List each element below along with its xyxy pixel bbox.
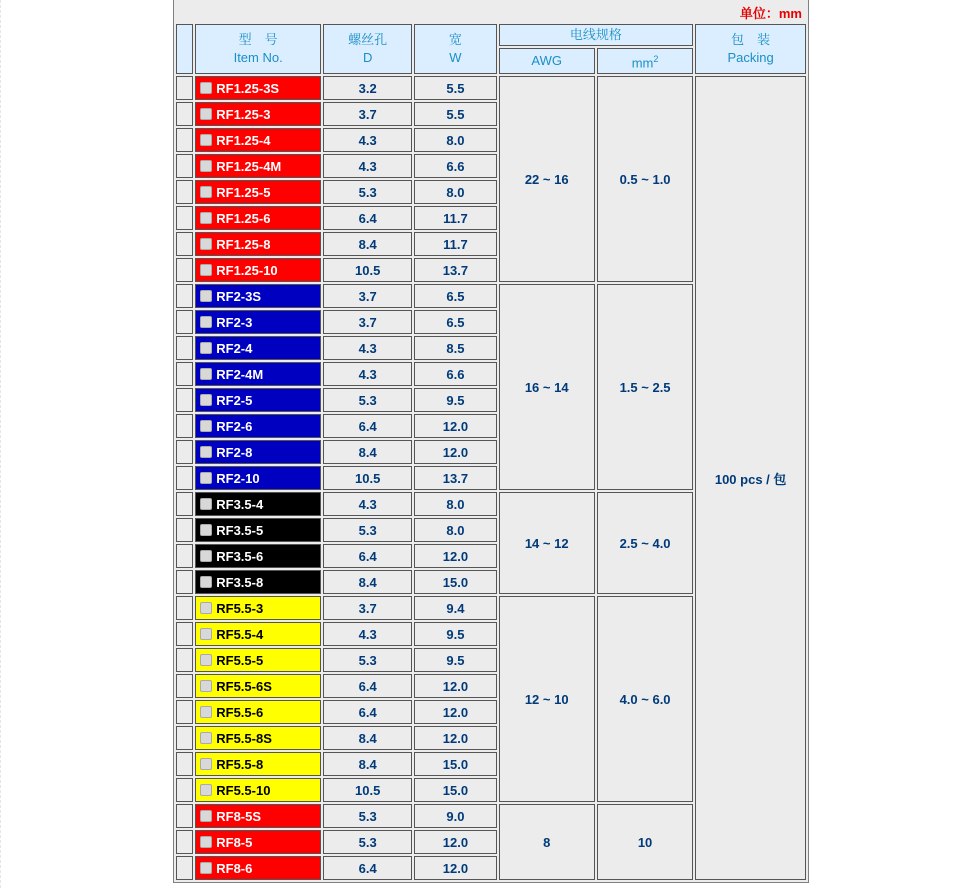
- item-cell[interactable]: [195, 128, 321, 152]
- screw-hole-value: 5.3: [323, 830, 412, 854]
- width-value: 11.7: [414, 206, 496, 230]
- row-select-cell: [176, 76, 193, 100]
- width-value: 6.5: [414, 284, 496, 308]
- item-cell[interactable]: [195, 752, 321, 776]
- width-value: 12.0: [414, 440, 496, 464]
- item-number: RF5.5-6: [216, 704, 264, 720]
- width-value: 15.0: [414, 778, 496, 802]
- screw-hole-value: 6.4: [323, 674, 412, 698]
- screw-hole-value: 6.4: [323, 856, 412, 880]
- row-select-cell: [176, 492, 193, 516]
- page-edge: [0, 0, 3, 888]
- item-cell[interactable]: [195, 596, 321, 620]
- item-checkbox[interactable]: [200, 836, 212, 848]
- row-select-cell: [176, 466, 193, 490]
- screw-hole-value: 3.7: [323, 102, 412, 126]
- packing-value: 100 pcs / 包: [695, 76, 806, 880]
- item-cell[interactable]: [195, 570, 321, 594]
- spec-table: [173, 0, 809, 883]
- width-value: 12.0: [414, 544, 496, 568]
- width-value: 9.4: [414, 596, 496, 620]
- row-select-cell: [176, 856, 193, 880]
- row-select-cell: [176, 752, 193, 776]
- item-checkbox[interactable]: [200, 160, 212, 172]
- item-cell[interactable]: [195, 310, 321, 334]
- row-select-cell: [176, 388, 193, 412]
- screw-hole-value: 5.3: [323, 180, 412, 204]
- screw-hole-value: 3.7: [323, 284, 412, 308]
- awg-value: 22 ~ 16: [499, 76, 595, 282]
- item-checkbox[interactable]: [200, 550, 212, 562]
- width-value: 8.0: [414, 492, 496, 516]
- item-cell[interactable]: [195, 856, 321, 880]
- item-checkbox[interactable]: [200, 654, 212, 666]
- screw-hole-value: 6.4: [323, 206, 412, 230]
- screw-hole-value: 4.3: [323, 622, 412, 646]
- row-select-cell: [176, 258, 193, 282]
- header-item-cn: 型 号: [238, 32, 278, 47]
- item-cell[interactable]: [195, 76, 321, 100]
- item-number: RF2-4M: [216, 366, 264, 382]
- screw-hole-value: 6.4: [323, 700, 412, 724]
- item-number: RF5.5-4: [216, 626, 264, 642]
- width-value: 12.0: [414, 674, 496, 698]
- item-cell[interactable]: [195, 414, 321, 438]
- item-number: RF2-3S: [216, 288, 262, 304]
- row-select-cell: [176, 830, 193, 854]
- item-number: RF5.5-5: [216, 652, 264, 668]
- screw-hole-value: 5.3: [323, 518, 412, 542]
- item-number: RF8-5: [216, 834, 253, 850]
- width-value: 12.0: [414, 856, 496, 880]
- item-checkbox[interactable]: [200, 576, 212, 588]
- item-cell[interactable]: [195, 492, 321, 516]
- width-value: 12.0: [414, 700, 496, 724]
- item-number: RF1.25-5: [216, 184, 271, 200]
- screw-hole-value: 5.3: [323, 804, 412, 828]
- item-number: RF1.25-10: [216, 262, 278, 278]
- item-cell[interactable]: [195, 258, 321, 282]
- header-row: [176, 24, 806, 46]
- row-select-cell: [176, 700, 193, 724]
- item-number: RF2-6: [216, 418, 253, 434]
- item-number: RF2-5: [216, 392, 253, 408]
- awg-value: 16 ~ 14: [499, 284, 595, 490]
- width-value: 12.0: [414, 414, 496, 438]
- row-select-cell: [176, 128, 193, 152]
- item-cell[interactable]: [195, 180, 321, 204]
- width-value: 9.5: [414, 648, 496, 672]
- item-number: RF1.25-4: [216, 132, 271, 148]
- item-checkbox[interactable]: [200, 732, 212, 744]
- screw-hole-value: 8.4: [323, 726, 412, 750]
- row-select-cell: [176, 570, 193, 594]
- item-cell[interactable]: [195, 544, 321, 568]
- width-value: 8.0: [414, 518, 496, 542]
- row-select-cell: [176, 596, 193, 620]
- item-number: RF1.25-8: [216, 236, 271, 252]
- header-item-en: Item No.: [233, 50, 283, 65]
- item-checkbox[interactable]: [200, 264, 212, 276]
- unit-label: 单位：mm: [739, 6, 802, 21]
- item-checkbox[interactable]: [200, 134, 212, 146]
- item-number: RF1.25-6: [216, 210, 271, 226]
- width-value: 5.5: [414, 76, 496, 100]
- width-value: 15.0: [414, 752, 496, 776]
- item-checkbox[interactable]: [200, 290, 212, 302]
- item-cell[interactable]: [195, 284, 321, 308]
- header-packing: [695, 24, 806, 74]
- item-number: RF5.5-6S: [216, 678, 272, 694]
- screw-hole-value: 4.3: [323, 492, 412, 516]
- width-value: 9.5: [414, 388, 496, 412]
- row-select-cell: [176, 674, 193, 698]
- width-value: 6.6: [414, 362, 496, 386]
- item-checkbox[interactable]: [200, 212, 212, 224]
- row-select-cell: [176, 310, 193, 334]
- screw-hole-value: 6.4: [323, 414, 412, 438]
- item-checkbox[interactable]: [200, 498, 212, 510]
- screw-hole-value: 4.3: [323, 336, 412, 360]
- item-checkbox[interactable]: [200, 602, 212, 614]
- unit-row: [176, 1, 806, 22]
- width-value: 8.0: [414, 128, 496, 152]
- item-number: RF2-4: [216, 340, 253, 356]
- item-number: RF3.5-4: [216, 496, 264, 512]
- item-number: RF2-10: [216, 470, 260, 486]
- item-checkbox[interactable]: [200, 108, 212, 120]
- screw-hole-value: 5.3: [323, 648, 412, 672]
- screw-hole-value: 4.3: [323, 362, 412, 386]
- item-number: RF5.5-3: [216, 600, 264, 616]
- row-select-cell: [176, 544, 193, 568]
- item-cell[interactable]: [195, 674, 321, 698]
- item-checkbox[interactable]: [200, 862, 212, 874]
- row-select-cell: [176, 726, 193, 750]
- item-cell[interactable]: [195, 440, 321, 464]
- mm2-value: 0.5 ~ 1.0: [597, 76, 693, 282]
- item-cell[interactable]: [195, 700, 321, 724]
- screw-hole-value: 4.3: [323, 154, 412, 178]
- header-awg: AWG: [499, 48, 595, 74]
- row-select-cell: [176, 414, 193, 438]
- row-select-cell: [176, 362, 193, 386]
- item-cell[interactable]: [195, 830, 321, 854]
- width-value: 6.5: [414, 310, 496, 334]
- row-select-cell: [176, 232, 193, 256]
- screw-hole-value: 4.3: [323, 128, 412, 152]
- item-checkbox[interactable]: [200, 680, 212, 692]
- header-width: [414, 24, 496, 74]
- width-value: 9.0: [414, 804, 496, 828]
- item-number: RF3.5-5: [216, 522, 264, 538]
- header-w-en: W: [449, 50, 462, 65]
- mm2-value: 1.5 ~ 2.5: [597, 284, 693, 490]
- item-checkbox[interactable]: [200, 706, 212, 718]
- screw-hole-value: 3.2: [323, 76, 412, 100]
- screw-hole-value: 10.5: [323, 258, 412, 282]
- header-select-column: [176, 24, 193, 74]
- width-value: 11.7: [414, 232, 496, 256]
- item-checkbox[interactable]: [200, 472, 212, 484]
- row-select-cell: [176, 180, 193, 204]
- item-cell[interactable]: [195, 778, 321, 802]
- header-w-cn: 宽: [448, 32, 462, 47]
- item-number: RF8-5S: [216, 808, 262, 824]
- width-value: 13.7: [414, 466, 496, 490]
- screw-hole-value: 5.3: [323, 388, 412, 412]
- mm2-value: 4.0 ~ 6.0: [597, 596, 693, 802]
- header-wire-spec: 电线规格: [499, 24, 694, 46]
- screw-hole-value: 8.4: [323, 440, 412, 464]
- screw-hole-value: 8.4: [323, 570, 412, 594]
- item-cell[interactable]: [195, 622, 321, 646]
- item-cell[interactable]: [195, 362, 321, 386]
- row-select-cell: [176, 648, 193, 672]
- screw-hole-value: 6.4: [323, 544, 412, 568]
- mm2-value: 10: [597, 804, 693, 880]
- header-d-cn: 螺丝孔: [348, 32, 388, 47]
- item-number: RF5.5-10: [216, 782, 271, 798]
- item-checkbox[interactable]: [200, 394, 212, 406]
- width-value: 12.0: [414, 726, 496, 750]
- item-checkbox[interactable]: [200, 82, 212, 94]
- row-select-cell: [176, 154, 193, 178]
- row-select-cell: [176, 206, 193, 230]
- header-pack-en: Packing: [727, 50, 774, 65]
- screw-hole-value: 10.5: [323, 466, 412, 490]
- item-cell[interactable]: [195, 726, 321, 750]
- item-cell[interactable]: [195, 804, 321, 828]
- item-cell[interactable]: [195, 388, 321, 412]
- row-select-cell: [176, 622, 193, 646]
- width-value: 5.5: [414, 102, 496, 126]
- header-d-en: D: [362, 50, 373, 65]
- width-value: 15.0: [414, 570, 496, 594]
- item-number: RF5.5-8: [216, 756, 264, 772]
- row-select-cell: [176, 804, 193, 828]
- width-value: 6.6: [414, 154, 496, 178]
- row-select-cell: [176, 336, 193, 360]
- item-number: RF1.25-4M: [216, 158, 282, 174]
- width-value: 8.0: [414, 180, 496, 204]
- header-mm2: $mm^2$: [597, 48, 693, 74]
- row-select-cell: [176, 440, 193, 464]
- item-number: RF1.25-3: [216, 106, 271, 122]
- row-select-cell: [176, 518, 193, 542]
- item-cell[interactable]: [195, 154, 321, 178]
- row-select-cell: [176, 778, 193, 802]
- width-value: 13.7: [414, 258, 496, 282]
- item-cell[interactable]: [195, 466, 321, 490]
- header-pack-cn: 包 装: [731, 32, 771, 47]
- screw-hole-value: 3.7: [323, 310, 412, 334]
- item-number: RF2-8: [216, 444, 253, 460]
- item-number: RF3.5-8: [216, 574, 264, 590]
- item-number: RF2-3: [216, 314, 253, 330]
- item-checkbox[interactable]: [200, 238, 212, 250]
- mm2-value: 2.5 ~ 4.0: [597, 492, 693, 594]
- item-cell[interactable]: [195, 648, 321, 672]
- item-number: RF8-6: [216, 860, 253, 876]
- item-checkbox[interactable]: [200, 628, 212, 640]
- screw-hole-value: 8.4: [323, 232, 412, 256]
- item-checkbox[interactable]: [200, 784, 212, 796]
- item-number: RF5.5-8S: [216, 730, 272, 746]
- item-number: RF1.25-3S: [216, 80, 280, 96]
- item-cell[interactable]: [195, 102, 321, 126]
- item-checkbox[interactable]: [200, 810, 212, 822]
- awg-value: 14 ~ 12: [499, 492, 595, 594]
- screw-hole-value: 10.5: [323, 778, 412, 802]
- row-select-cell: [176, 284, 193, 308]
- item-checkbox[interactable]: [200, 316, 212, 328]
- item-cell[interactable]: [195, 206, 321, 230]
- header-item-no: [195, 24, 321, 74]
- row-select-cell: [176, 102, 193, 126]
- item-checkbox[interactable]: [200, 446, 212, 458]
- item-cell[interactable]: [195, 232, 321, 256]
- item-cell[interactable]: [195, 518, 321, 542]
- screw-hole-value: 8.4: [323, 752, 412, 776]
- item-number: RF3.5-6: [216, 548, 264, 564]
- item-checkbox[interactable]: [200, 342, 212, 354]
- width-value: 12.0: [414, 830, 496, 854]
- item-cell[interactable]: [195, 336, 321, 360]
- screw-hole-value: 3.7: [323, 596, 412, 620]
- width-value: 8.5: [414, 336, 496, 360]
- width-value: 9.5: [414, 622, 496, 646]
- awg-value: 12 ~ 10: [499, 596, 595, 802]
- awg-value: 8: [499, 804, 595, 880]
- item-checkbox[interactable]: [200, 524, 212, 536]
- item-checkbox[interactable]: [200, 368, 212, 380]
- table-row: [176, 76, 806, 100]
- item-checkbox[interactable]: [200, 186, 212, 198]
- item-checkbox[interactable]: [200, 758, 212, 770]
- header-screw-hole: [323, 24, 412, 74]
- item-checkbox[interactable]: [200, 420, 212, 432]
